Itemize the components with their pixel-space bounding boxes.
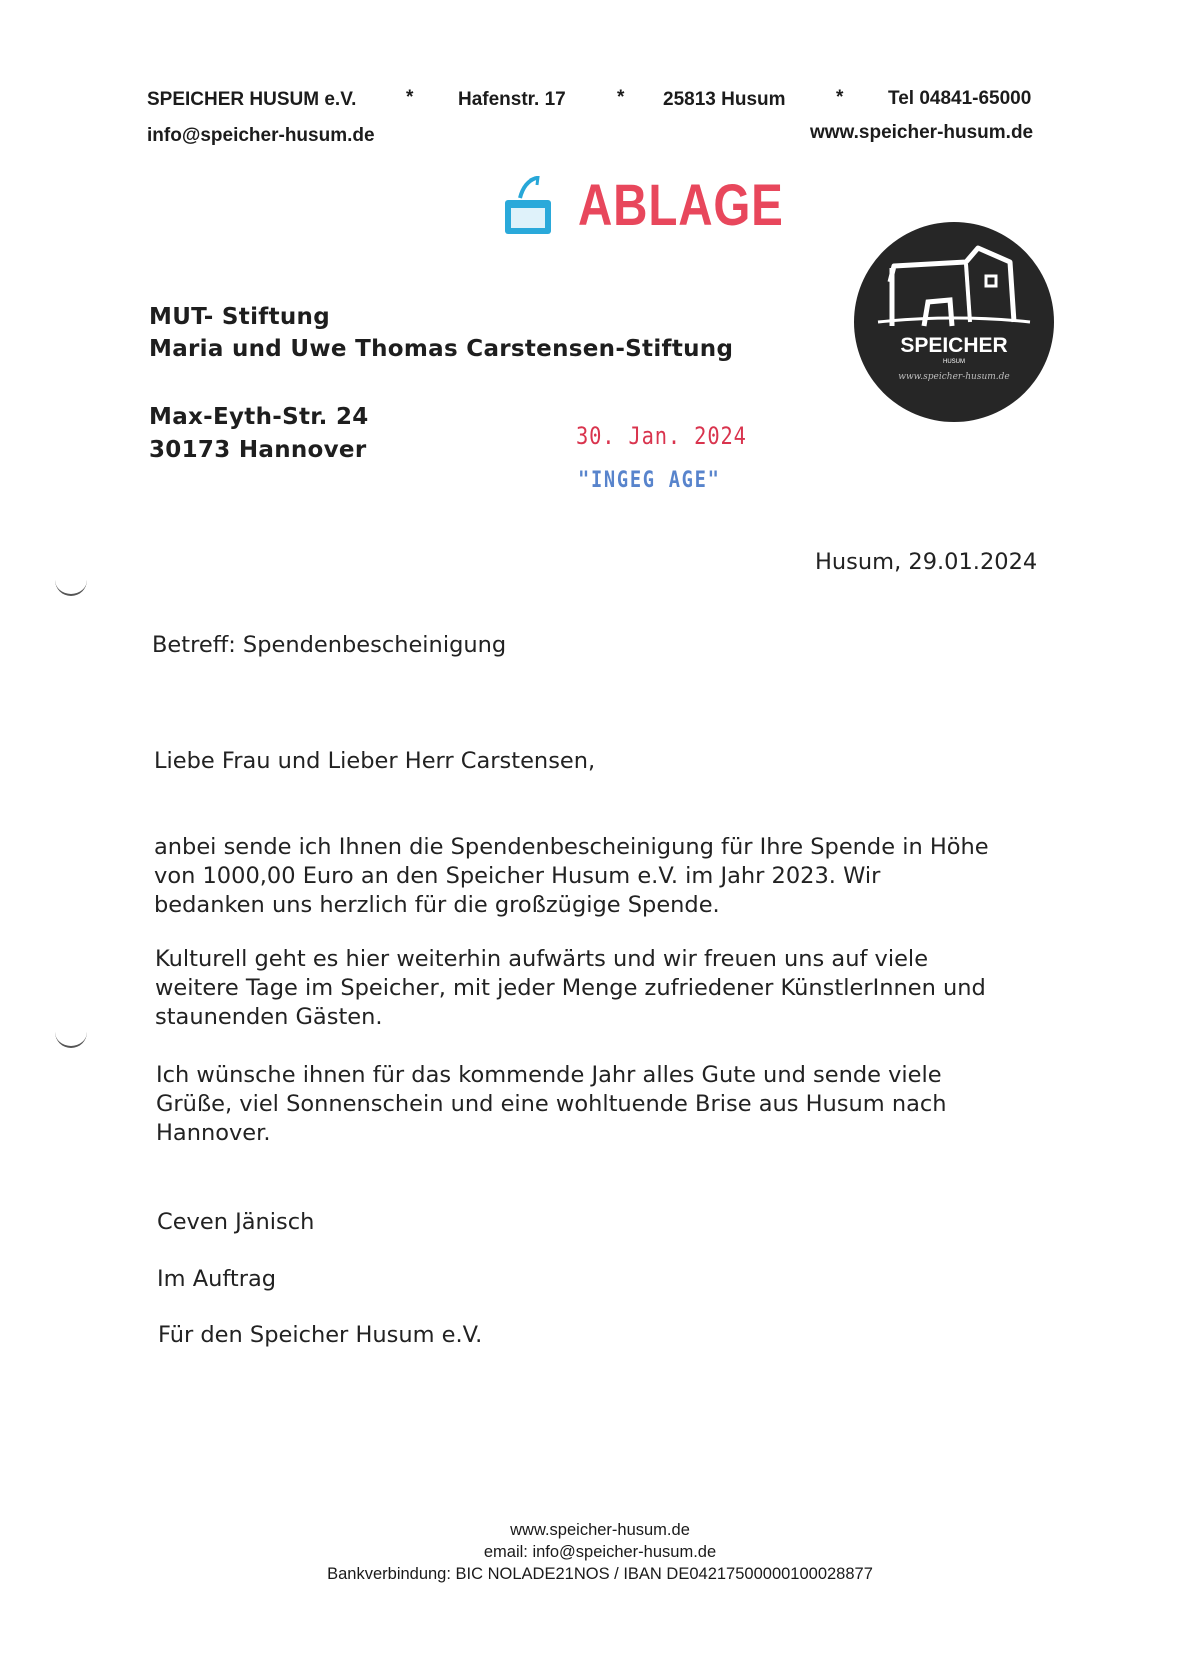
footer-bank: Bankverbindung: BIC NOLADE21NOS / IBAN DE04217500000100028877 [327, 1565, 873, 1583]
punch-hole-mark [55, 1030, 87, 1048]
paragraph-line: bedanken uns herzlich für die großzügige Spende. [154, 892, 720, 918]
paragraph-1 [154, 833, 989, 920]
speicher-logo [854, 222, 1054, 422]
letterhead-separator: * [836, 87, 844, 108]
letterhead-separator: * [406, 87, 414, 108]
paragraph-line: staunenden Gästen. [155, 1004, 383, 1030]
footer-email: email: info@speicher-husum.de [483, 1543, 717, 1561]
logo-subtitle: HUSUM [943, 359, 965, 365]
letterhead-website: www.speicher-husum.de [810, 122, 1034, 143]
recipient-line-1: MUT- Stiftung [149, 304, 330, 330]
letterhead-phone: Tel 04841-65000 [888, 88, 1032, 109]
recipient-city: 30173 Hannover [149, 437, 367, 463]
paragraph-line: Ich wünsche ihnen für das kommende Jahr alles Gute und sende viele [156, 1062, 942, 1088]
paragraph-line: Hannover. [156, 1120, 271, 1146]
paragraph-2 [155, 945, 986, 1032]
tray-icon [500, 176, 556, 242]
letterhead-separator: * [617, 87, 625, 108]
paragraph-3 [156, 1061, 947, 1148]
paragraph-line: anbei sende ich Ihnen die Spendenbescheinigung für Ihre Spende in Höhe [154, 834, 989, 860]
signature-org: Für den Speicher Husum e.V. [158, 1322, 483, 1348]
letterhead-org: SPEICHER HUSUM e.V. [147, 89, 357, 110]
warehouse-icon [854, 222, 1054, 422]
paragraph-line: Kulturell geht es hier weiterhin aufwärts und wir freuen uns auf viele [155, 946, 929, 972]
paragraph-line: von 1000,00 Euro an den Speicher Husum e.V. im Jahr 2023. Wir [154, 863, 881, 889]
letterhead-city: 25813 Husum [663, 89, 786, 110]
letter-subject: Betreff: Spendenbescheinigung [152, 632, 507, 658]
footer-website: www.speicher-husum.de [510, 1521, 690, 1539]
letter-salutation: Liebe Frau und Lieber Herr Carstensen, [154, 748, 596, 774]
logo-wordmark: SPEICHER [900, 334, 1008, 357]
received-date-stamp: 30. Jan. 2024 [576, 422, 747, 450]
punch-hole-mark [55, 578, 87, 596]
ablage-stamp: ABLAGE [578, 173, 784, 238]
letterhead-email: info@speicher-husum.de [147, 125, 375, 146]
received-stamp-label: "INGEG AGE" [578, 468, 721, 493]
signature-role: Im Auftrag [157, 1266, 277, 1292]
recipient-line-2: Maria und Uwe Thomas Carstensen-Stiftung [149, 336, 734, 362]
signature-name: Ceven Jänisch [157, 1209, 315, 1235]
paragraph-line: Grüße, viel Sonnenschein und eine wohltuende Brise aus Husum nach [156, 1091, 947, 1117]
paragraph-line: weitere Tage im Speicher, mit jeder Menge zufriedener KünstlerInnen und [155, 975, 986, 1001]
recipient-street: Max-Eyth-Str. 24 [149, 404, 369, 430]
logo-url: www.speicher-husum.de [898, 372, 1010, 382]
letterhead-street: Hafenstr. 17 [458, 89, 566, 110]
letter-date: Husum, 29.01.2024 [815, 549, 1038, 575]
